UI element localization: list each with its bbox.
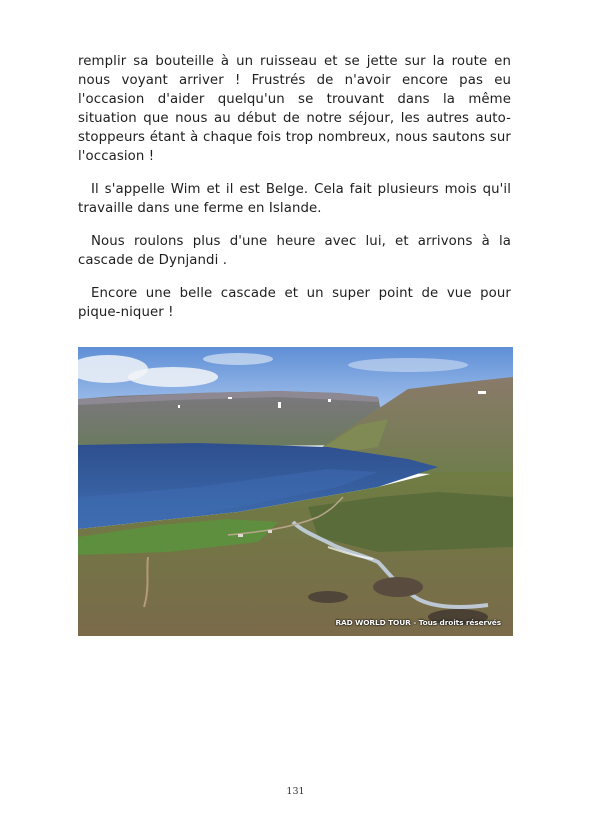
- text-body: [78, 52, 511, 336]
- paragraph-3: Nous roulons plus d'une heure avec lui, et arrivons à la cascade de Dynjandi .: [78, 234, 511, 268]
- photo-watermark: RAD WORLD TOUR - Tous droits réservés: [335, 618, 501, 627]
- paragraph-1: remplir sa bouteille à un ruisseau et se jette sur la route en nous voyant arriver ! Frustrés de n'avoir encore pas eu l'occasion d'aider quelqu'un se trouvant dans la même situation que nous au début de notre séjour, les autres auto-stoppeurs étant à chaque fois trop nombreux, nous sautons sur l'occasion !: [78, 54, 511, 164]
- page-number: 131: [286, 786, 305, 797]
- paragraph-2: Il s'appelle Wim et il est Belge. Cela fait plusieurs mois qu'il travaille dans une ferme en Islande.: [78, 182, 511, 216]
- landscape-photo: [78, 347, 513, 636]
- paragraph-4: Encore une belle cascade et un super point de vue pour pique-niquer !: [78, 286, 511, 320]
- fjord-landscape-image: [78, 347, 513, 636]
